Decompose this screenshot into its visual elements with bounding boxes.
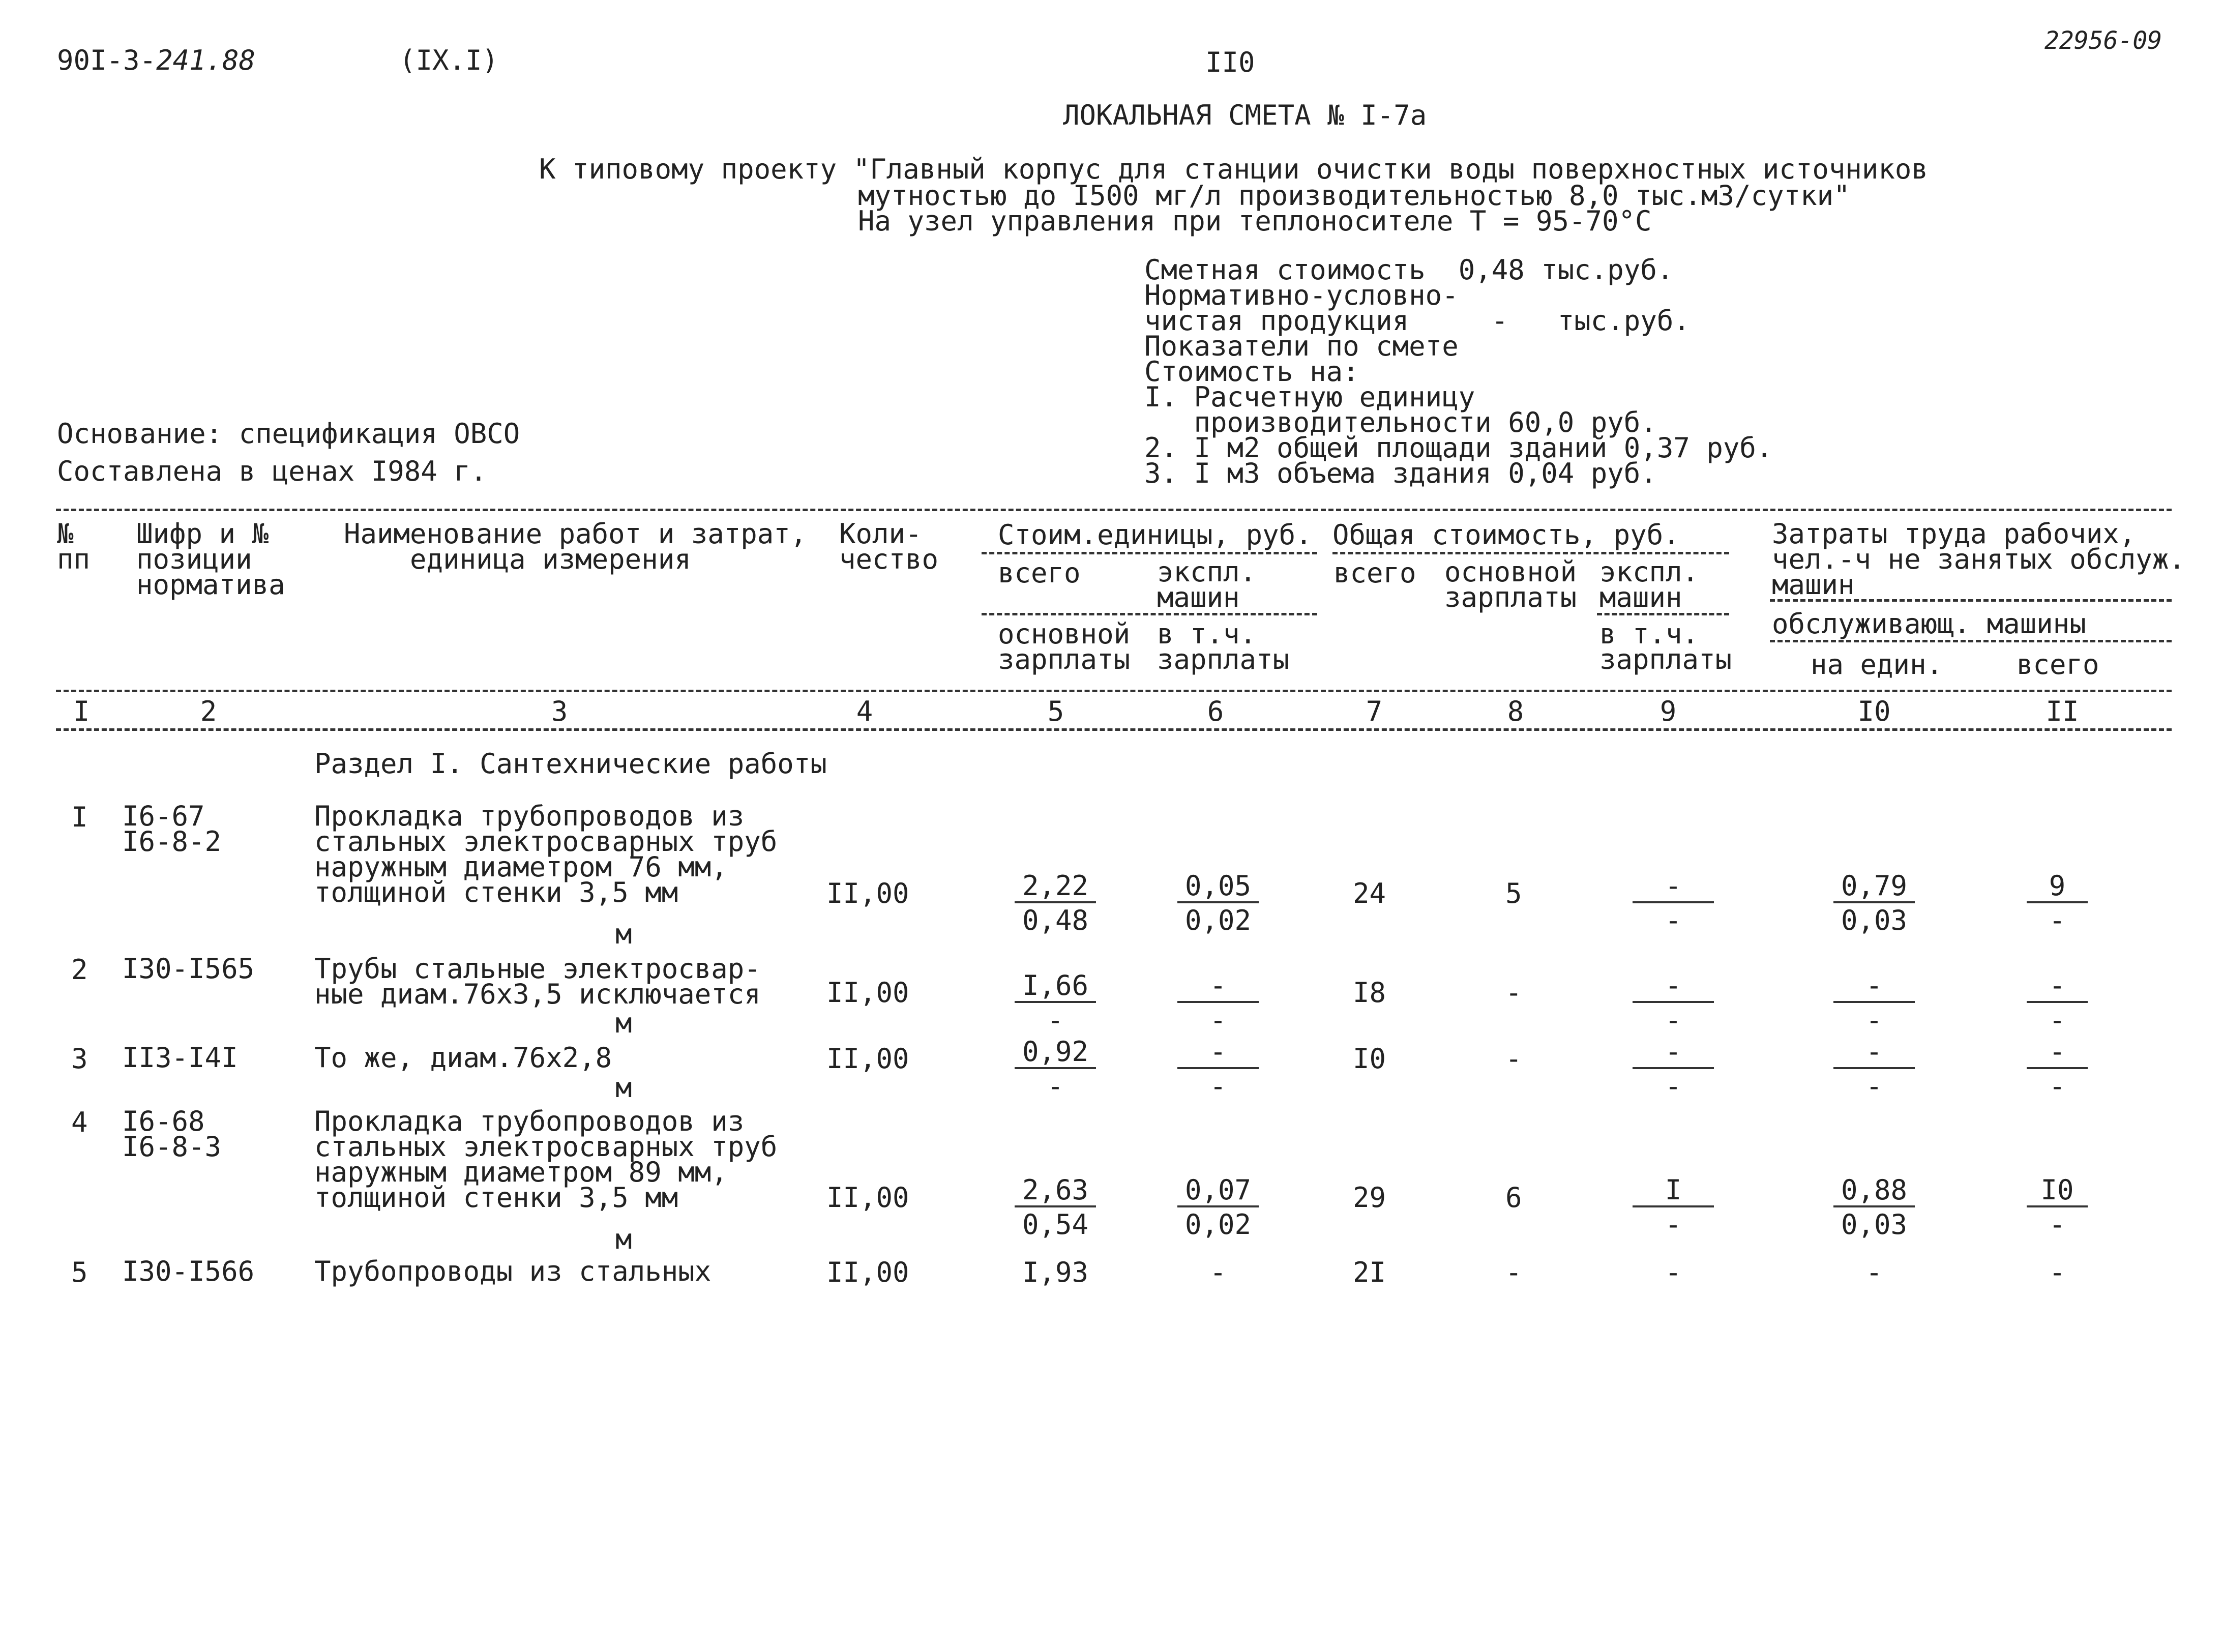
header-labor: Затраты труда рабочих, чел.-ч не занятых обслуж. машин bbox=[1772, 518, 2185, 601]
subtitle-line-3: На узел управления при теплоносителе Т = 95-70°С bbox=[858, 205, 1652, 237]
header-unit-cost: Стоим.единицы, руб. bbox=[998, 519, 1312, 551]
row-unit: м bbox=[615, 1007, 632, 1039]
row-code: I6-67 I6-8-2 bbox=[122, 800, 222, 858]
unit-machine-wages: 0,02 bbox=[1184, 904, 1252, 936]
machine-cost-total: - bbox=[1633, 871, 1714, 903]
unit-cost-total: I,66 bbox=[1015, 970, 1096, 1003]
header-col4: Коли- чество bbox=[839, 518, 939, 575]
archive-number: 22956-09 bbox=[2044, 26, 2162, 55]
labor-total-service: - bbox=[2049, 1004, 2066, 1036]
row-col8: 6 bbox=[1505, 1182, 1522, 1214]
row-col5 bbox=[1015, 1174, 1096, 1241]
row-col5 bbox=[1015, 871, 1096, 934]
summary-line: 2. I м2 общей площади зданий 0,37 руб. bbox=[1144, 432, 1773, 464]
labor-total-service: - bbox=[2049, 1208, 2066, 1241]
header-col1: № пп bbox=[57, 518, 91, 575]
row-code: I30-I565 bbox=[122, 953, 255, 985]
labor-total: - bbox=[2027, 970, 2088, 1003]
unit-cost-wages: 0,48 bbox=[1022, 904, 1089, 936]
labor-total: 9 bbox=[2027, 871, 2088, 903]
document-code-handwritten: 241.88 bbox=[156, 44, 256, 76]
row-code: I30-I566 bbox=[122, 1255, 255, 1287]
summary-line: 3. I м3 объема здания 0,04 руб. bbox=[1144, 457, 1657, 489]
row-col11 bbox=[2027, 1174, 2088, 1241]
section-title: Раздел I. Сантехнические работы bbox=[314, 748, 827, 780]
labor-per-unit-service: - bbox=[1865, 1004, 1883, 1036]
prices-year-line: Составлена в ценах I984 г. bbox=[57, 455, 487, 487]
column-number: 4 bbox=[856, 695, 873, 727]
unit-machine-cost: 0,07 bbox=[1177, 1175, 1259, 1207]
row-number: 2 bbox=[71, 954, 88, 986]
row-col11 bbox=[2027, 871, 2088, 934]
summary-block bbox=[1144, 254, 1773, 489]
row-col6: - bbox=[1209, 1256, 1227, 1288]
machine-cost-total: I bbox=[1633, 1175, 1714, 1207]
summary-line: I. Расчетную единицу bbox=[1144, 381, 1475, 413]
unit-cost-wages: 0,54 bbox=[1022, 1208, 1089, 1241]
header-col9-bottom: в т.ч. зарплаты bbox=[1599, 618, 1732, 675]
row-col8: - bbox=[1505, 977, 1522, 1009]
header-total-cost: Общая стоимость, руб. bbox=[1332, 519, 1680, 551]
row-unit: м bbox=[615, 1072, 632, 1104]
row-col7: 29 bbox=[1353, 1182, 1386, 1214]
header-labor-sub: обслуживающ. машины bbox=[1772, 608, 2086, 640]
subtitle-line-1: К типовому проекту "Главный корпус для станции очистки воды поверхностных источников bbox=[539, 153, 1928, 185]
header-col6-bottom: в т.ч. зарплаты bbox=[1157, 618, 1290, 675]
column-number: 8 bbox=[1507, 695, 1524, 727]
table-header-bottom-rule bbox=[56, 690, 2172, 692]
unit-machine-wages: 0,02 bbox=[1184, 1208, 1252, 1241]
header-col5-bottom: основной зарплаты bbox=[998, 618, 1131, 675]
row-col6 bbox=[1177, 1174, 1259, 1241]
machine-wages-total: - bbox=[1665, 904, 1682, 936]
row-quantity: II,00 bbox=[826, 1182, 909, 1214]
labor-per-unit: 0,88 bbox=[1833, 1175, 1915, 1207]
row-col10 bbox=[1833, 970, 1915, 1034]
row-col5: I,93 bbox=[1022, 1256, 1089, 1288]
summary-line: чистая продукция - тыс.руб. bbox=[1144, 305, 1690, 337]
unit-machine-wages: - bbox=[1209, 1070, 1227, 1102]
column-number: 7 bbox=[1366, 695, 1383, 727]
row-code: II3-I4I bbox=[122, 1042, 238, 1074]
labor-total: I0 bbox=[2027, 1175, 2088, 1207]
machine-cost-total: - bbox=[1633, 970, 1714, 1003]
row-number: I bbox=[71, 801, 88, 833]
unit-machine-cost: - bbox=[1177, 1037, 1259, 1069]
row-col10: - bbox=[1865, 1256, 1883, 1288]
document-title: ЛОКАЛЬНАЯ СМЕТА № I-7а bbox=[1063, 99, 1427, 131]
header-col3: Наименование работ и затрат, единица измерения bbox=[344, 518, 807, 575]
summary-line: Показатели по смете bbox=[1144, 330, 1459, 362]
row-col10 bbox=[1833, 1174, 1915, 1241]
header-col8: основной зарплаты bbox=[1444, 556, 1577, 613]
document-code bbox=[57, 44, 256, 76]
labor-total-service: - bbox=[2049, 1070, 2066, 1102]
row-col10 bbox=[1833, 871, 1915, 934]
unit-cost-mid-rule bbox=[982, 613, 1317, 615]
row-number: 5 bbox=[71, 1256, 88, 1288]
machine-cost-total: - bbox=[1633, 1037, 1714, 1069]
section-ref: (IX.I) bbox=[399, 44, 499, 76]
row-col7: I8 bbox=[1353, 977, 1386, 1009]
row-number: 4 bbox=[71, 1106, 88, 1138]
row-name: Трубопроводы из стальных bbox=[314, 1255, 712, 1287]
labor-sub-rule bbox=[1770, 640, 2172, 642]
row-name: Прокладка трубопроводов из стальных электросварных труб наружным диаметром 89 мм, толщиной стенки 3,5 мм bbox=[314, 1105, 778, 1214]
total-cost-underline bbox=[1332, 552, 1729, 554]
row-quantity: II,00 bbox=[826, 1256, 909, 1288]
header-col2: Шифр и № позиции норматива bbox=[136, 518, 285, 601]
row-col8: - bbox=[1505, 1256, 1522, 1288]
column-numbers-rule bbox=[56, 728, 2172, 731]
summary-line: Стоимость на: bbox=[1144, 356, 1359, 388]
summary-line: производительности 60,0 руб. bbox=[1144, 406, 1657, 438]
labor-per-unit: - bbox=[1833, 970, 1915, 1003]
row-col5 bbox=[1015, 970, 1096, 1034]
column-number: I0 bbox=[1857, 695, 1891, 727]
basis-line: Основание: спецификация ОВСО bbox=[57, 418, 520, 450]
header-col11: всего bbox=[2017, 648, 2099, 681]
labor-per-unit: - bbox=[1833, 1037, 1915, 1069]
labor-per-unit-service: - bbox=[1865, 1070, 1883, 1102]
unit-cost-wages: - bbox=[1047, 1004, 1064, 1036]
row-col9 bbox=[1633, 871, 1714, 934]
header-col5-top: всего bbox=[998, 557, 1081, 589]
row-name: Прокладка трубопроводов из стальных электросварных труб наружным диаметром 76 мм, толщиной стенки 3,5 мм bbox=[314, 800, 778, 908]
row-col7: I0 bbox=[1353, 1043, 1386, 1075]
document-code-print: 90I-3- bbox=[57, 44, 157, 76]
column-number: 5 bbox=[1047, 695, 1064, 727]
column-number: 3 bbox=[551, 695, 568, 727]
header-col6-top: экспл. машин bbox=[1157, 556, 1257, 613]
row-col6 bbox=[1177, 1037, 1259, 1100]
row-quantity: II,00 bbox=[826, 977, 909, 1009]
unit-cost-total: 2,63 bbox=[1015, 1175, 1096, 1207]
column-number: 6 bbox=[1207, 695, 1224, 727]
row-name: То же, диам.76х2,8 bbox=[314, 1042, 612, 1074]
row-col9 bbox=[1633, 1037, 1714, 1100]
machine-wages-total: - bbox=[1665, 1208, 1682, 1241]
labor-per-unit-service: 0,03 bbox=[1841, 904, 1908, 936]
summary-line: Нормативно-условно- bbox=[1144, 279, 1459, 311]
row-quantity: II,00 bbox=[826, 1043, 909, 1075]
column-number: I bbox=[73, 695, 90, 727]
unit-cost-total: 2,22 bbox=[1015, 871, 1096, 903]
row-col8: 5 bbox=[1505, 877, 1522, 909]
row-col7: 24 bbox=[1353, 877, 1386, 909]
summary-line: Сметная стоимость 0,48 тыс.руб. bbox=[1144, 254, 1674, 286]
column-number: 2 bbox=[200, 695, 217, 727]
row-col9 bbox=[1633, 1174, 1714, 1241]
header-col9-top: экспл. машин bbox=[1599, 556, 1699, 613]
row-col10 bbox=[1833, 1037, 1915, 1100]
row-code: I6-68 I6-8-3 bbox=[122, 1105, 222, 1163]
unit-machine-wages: - bbox=[1209, 1004, 1227, 1036]
row-col11 bbox=[2027, 970, 2088, 1034]
row-col9: - bbox=[1665, 1256, 1682, 1288]
unit-cost-total: 0,92 bbox=[1015, 1037, 1096, 1069]
row-unit: м bbox=[615, 1223, 632, 1255]
row-col6 bbox=[1177, 871, 1259, 934]
row-col7: 2I bbox=[1353, 1256, 1386, 1288]
row-col11: - bbox=[2049, 1256, 2066, 1288]
row-quantity: II,00 bbox=[826, 877, 909, 909]
row-col9 bbox=[1633, 970, 1714, 1034]
row-col6 bbox=[1177, 970, 1259, 1034]
machine-wages-total: - bbox=[1665, 1070, 1682, 1102]
unit-cost-wages: - bbox=[1047, 1070, 1064, 1102]
row-number: 3 bbox=[71, 1043, 88, 1075]
machine-wages-total: - bbox=[1665, 1004, 1682, 1036]
labor-per-unit: 0,79 bbox=[1833, 871, 1915, 903]
labor-per-unit-service: 0,03 bbox=[1841, 1208, 1908, 1241]
page-number: II0 bbox=[1205, 46, 1255, 78]
row-col5 bbox=[1015, 1037, 1096, 1100]
row-col11 bbox=[2027, 1037, 2088, 1100]
header-col10: на един. bbox=[1811, 648, 1943, 681]
unit-machine-cost: - bbox=[1177, 970, 1259, 1003]
header-col7: всего bbox=[1333, 557, 1416, 589]
row-col8: - bbox=[1505, 1043, 1522, 1075]
column-number: II bbox=[2046, 695, 2079, 727]
unit-cost-underline bbox=[982, 552, 1317, 554]
labor-total: - bbox=[2027, 1037, 2088, 1069]
table-top-rule bbox=[56, 509, 2172, 511]
subtitle-line-2: мутностью до I500 мг/л производительностью 8,0 тыс.м3/сутки" bbox=[858, 180, 1850, 212]
column-number: 9 bbox=[1659, 695, 1677, 727]
unit-machine-cost: 0,05 bbox=[1177, 871, 1259, 903]
row-name: Трубы стальные электросвар- ные диам.76х3,5 исключается bbox=[314, 953, 761, 1010]
labor-total-service: - bbox=[2049, 904, 2066, 936]
row-unit: м bbox=[615, 918, 632, 950]
